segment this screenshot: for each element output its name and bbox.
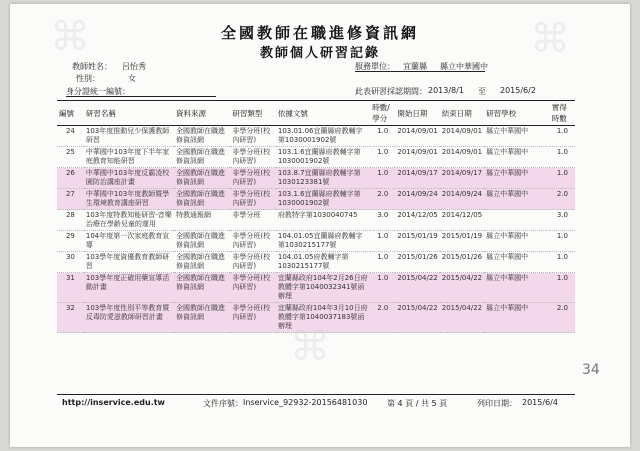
credit-hours: 1.0: [370, 231, 395, 252]
course-type: 非學分班(校內研習): [230, 168, 275, 189]
end-date: 2014/09/24: [440, 189, 484, 210]
document-title: 教師個人研習記錄: [259, 46, 380, 61]
column-header: 編號: [57, 101, 84, 126]
start-date: 2014/09/01: [395, 126, 439, 147]
document-reference: 103.01.06宜蘭縣府教輔字第1030001902號: [276, 126, 370, 147]
period-to-label: 至: [478, 87, 486, 96]
row-number: 30: [57, 252, 84, 273]
footer-url[interactable]: http://inservice.edu.tw: [62, 398, 165, 407]
data-source: 全國教師在職進修資訊網: [174, 273, 230, 303]
document-reference: 103.1.6宜蘭縣府教輔字第1030001902號: [276, 147, 370, 168]
background-watermark: ⌘: [290, 324, 330, 370]
print-date-value: 2015/6/4: [522, 398, 558, 407]
document-reference: 府教特字第1030040745: [276, 210, 370, 231]
earned-hours: 1.0: [550, 231, 575, 252]
end-date: 2014/09/01: [440, 126, 484, 147]
end-date: 2014/12/05: [440, 210, 484, 231]
start-date: 2015/04/22: [395, 273, 439, 303]
end-date: 2015/01/26: [440, 252, 484, 273]
start-date: 2015/04/22: [395, 303, 439, 333]
document-reference: 104.01.05府教輔字第1030215177號: [276, 252, 370, 273]
credit-hours: 1.0: [370, 273, 395, 303]
data-source: 全國教師在職進修資訊網: [174, 147, 230, 168]
credit-hours: 3.0: [370, 210, 395, 231]
earned-hours: 1.0: [550, 126, 575, 147]
document-reference: 103.1.6宜蘭縣府教輔字第1030001902號: [276, 189, 370, 210]
course-type: 非學分班(校內研習): [230, 147, 275, 168]
earned-hours: 1.0: [550, 273, 575, 303]
row-number: 26: [57, 168, 84, 189]
data-source: 全國教師在職進修資訊網: [174, 126, 230, 147]
end-date: 2015/04/22: [440, 273, 484, 303]
page-number: 第 4 頁 / 共 5 頁: [387, 399, 448, 408]
row-number: 24: [57, 126, 84, 147]
row-number: 28: [57, 210, 84, 231]
training-records-table: [57, 100, 575, 333]
credit-hours: 1.0: [370, 252, 395, 273]
course-type: 非學分班(校內研習): [230, 303, 275, 333]
print-date-label: 列印日期：: [477, 399, 517, 408]
host-school: 縣立中華國中: [484, 273, 550, 303]
table-row: [57, 231, 575, 252]
course-type: 非學分班(校內研習): [230, 273, 275, 303]
document-reference: 宜蘭縣政府104年3月10日府教體字第1040037183號函辦理: [276, 303, 370, 333]
document-serial-label: 文件序號：: [203, 399, 243, 408]
column-header: 研習類型: [230, 101, 275, 126]
column-header: 資料來源: [174, 101, 230, 126]
teacher-name-label: 教師姓名：: [72, 62, 112, 71]
data-source: 全國教師在職進修資訊網: [174, 303, 230, 333]
course-type: 非學分班(校內研習): [230, 252, 275, 273]
start-date: 2015/01/19: [395, 231, 439, 252]
host-school: 縣立中華國中: [484, 126, 550, 147]
end-date: 2015/01/19: [440, 231, 484, 252]
course-name: 中華國中103年度反霸凌校園防治講座計畫: [84, 168, 174, 189]
column-header: 研習學校: [484, 101, 550, 126]
credit-hours: 1.0: [370, 126, 395, 147]
host-school: 縣立中華國中: [484, 147, 550, 168]
column-header: 開始日期: [395, 101, 439, 126]
column-header: 結束日期: [440, 101, 484, 126]
column-header: 研習名稱: [84, 101, 174, 126]
row-number: 25: [57, 147, 84, 168]
service-org-city: 宜蘭縣: [403, 62, 427, 71]
credit-hours: 2.0: [370, 189, 395, 210]
document-page: [10, 4, 630, 447]
host-school: 縣立中華國中: [484, 189, 550, 210]
table-row-highlighted: [57, 168, 575, 189]
table-row-highlighted: [57, 189, 575, 210]
credit-hours: 1.0: [370, 168, 395, 189]
document-reference: 宜蘭縣政府104年2月26日府教體字第1040032341號函辦理: [276, 273, 370, 303]
data-source: 特教通報網: [174, 210, 230, 231]
course-type: 非學分班: [230, 210, 275, 231]
earned-hours: 2.0: [550, 189, 575, 210]
data-source: 全國教師在職進修資訊網: [174, 189, 230, 210]
start-date: 2014/09/01: [395, 147, 439, 168]
course-type: 非學分班(校內研習): [230, 126, 275, 147]
background-watermark: ⌘: [50, 14, 90, 60]
end-date: 2014/09/17: [440, 168, 484, 189]
credit-hours: 1.0: [370, 147, 395, 168]
service-org-label: 服務單位：: [355, 62, 395, 71]
host-school: 縣立中華國中: [484, 252, 550, 273]
course-type: 非學分班(校內研習): [230, 189, 275, 210]
row-number: 29: [57, 231, 84, 252]
credit-hours: 2.0: [370, 303, 395, 333]
table-header-row: [57, 101, 575, 126]
column-header: 依據文號: [276, 101, 370, 126]
table-row: [57, 210, 575, 231]
gender-label: 性別：: [76, 74, 100, 83]
row-number: 27: [57, 189, 84, 210]
earned-hours: 1.0: [550, 168, 575, 189]
earned-hours: 1.0: [550, 252, 575, 273]
course-name: 103學年度性別平等教育暨反毒防愛滋教師研習計畫: [84, 303, 174, 333]
course-name: 中華國中103年度下半年家庭教育知能研習: [84, 147, 174, 168]
host-school: [484, 210, 550, 231]
period-label: 此表研習採認期間：: [355, 87, 427, 96]
course-name: 104年度第一次家庭教育宣導: [84, 231, 174, 252]
handwritten-page-note: 34: [582, 362, 600, 378]
period-from: 2013/8/1: [428, 86, 464, 95]
table-row-highlighted: [57, 303, 575, 333]
period-to: 2015/6/2: [500, 86, 536, 95]
document-reference: 104.01.05宜蘭縣府教輔字第1030215177號: [276, 231, 370, 252]
teacher-name-value: 呂怡秀: [122, 62, 146, 71]
id-underline: [66, 96, 216, 97]
gender-value: 女: [128, 74, 136, 83]
start-date: 2014/09/17: [395, 168, 439, 189]
course-type: 非學分班(校內研習): [230, 231, 275, 252]
course-name: 103學年度資優教育教師研習: [84, 252, 174, 273]
data-source: 全國教師在職進修資訊網: [174, 231, 230, 252]
start-date: 2014/12/05: [395, 210, 439, 231]
table-row: [57, 147, 575, 168]
data-source: 全國教師在職進修資訊網: [174, 252, 230, 273]
table-row: [57, 252, 575, 273]
earned-hours: 3.0: [550, 210, 575, 231]
earned-hours: 1.0: [550, 147, 575, 168]
column-header: 實得時數: [550, 101, 575, 126]
site-title: 全國教師在職進修資訊網: [220, 24, 419, 42]
row-number: 31: [57, 273, 84, 303]
service-org-school: 縣立中華國中: [440, 62, 488, 71]
course-name: 103年度推動兒少保護教師研習: [84, 126, 174, 147]
start-date: 2014/09/24: [395, 189, 439, 210]
row-number: 32: [57, 303, 84, 333]
table-row-highlighted: [57, 273, 575, 303]
host-school: 縣立中華國中: [484, 303, 550, 333]
column-header: 時數/學分: [370, 101, 395, 126]
course-name: 103年度特教知能研習-音樂治療在學齡兒童的運用: [84, 210, 174, 231]
end-date: 2014/09/01: [440, 147, 484, 168]
earned-hours: 2.0: [550, 303, 575, 333]
course-name: 中華國中103年度教師暨學生環境教育講座研習: [84, 189, 174, 210]
id-number-label: 身分證統一編號：: [66, 87, 130, 96]
org-underline: [355, 71, 485, 72]
end-date: 2015/04/22: [440, 303, 484, 333]
document-serial-value: Inservice_92932-20156481030: [243, 398, 368, 407]
data-source: 全國教師在職進修資訊網: [174, 168, 230, 189]
background-watermark: ⌘: [530, 16, 570, 62]
document-reference: 103.8.7宜蘭縣府教輔字第1030123381號: [276, 168, 370, 189]
host-school: 縣立中華國中: [484, 231, 550, 252]
table-row: [57, 126, 575, 147]
footer-divider: [57, 394, 575, 395]
host-school: 縣立中華國中: [484, 168, 550, 189]
start-date: 2015/01/26: [395, 252, 439, 273]
course-name: 103學年度正確用藥宣導活動計畫: [84, 273, 174, 303]
